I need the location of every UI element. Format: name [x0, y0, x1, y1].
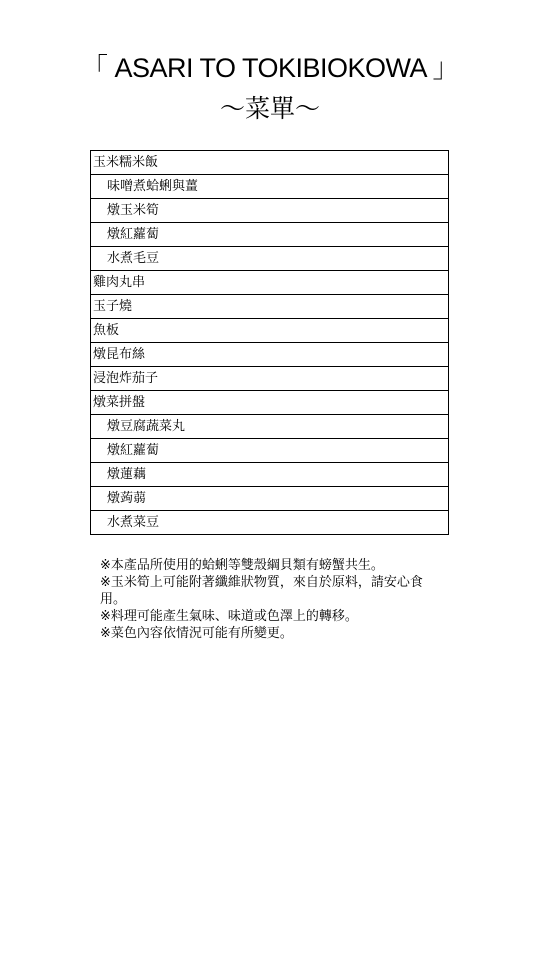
- note-line: ※料理可能產生氣味、味道或色澤上的轉移。: [100, 609, 358, 624]
- menu-row: [91, 175, 449, 199]
- menu-item: 燉豆腐蔬菜丸: [91, 415, 449, 439]
- menu-row: [91, 391, 449, 415]
- menu-item: 燉菜拼盤: [91, 391, 449, 415]
- menu-row: [91, 319, 449, 343]
- menu-item: 燉紅蘿蔔: [91, 439, 449, 463]
- menu-item: 浸泡炸茄子: [91, 367, 449, 391]
- menu-subtitle: ～菜單～: [219, 94, 320, 123]
- menu-item: 水煮毛豆: [91, 247, 449, 271]
- menu-row: [91, 487, 449, 511]
- note-line: ※本產品所使用的蛤蜊等雙殼綱貝類有螃蟹共生。: [100, 558, 384, 573]
- menu-item: 雞肉丸串: [91, 271, 449, 295]
- menu-row: [91, 439, 449, 463]
- menu-item: 水煮菜豆: [91, 511, 449, 535]
- menu-row: [91, 367, 449, 391]
- menu-item: 玉子燒: [91, 295, 449, 319]
- notes: [100, 557, 445, 642]
- menu-row: [91, 247, 449, 271]
- menu-item: 燉昆布絲: [91, 343, 449, 367]
- page-title: 「 ASARI TO TOKIBIOKOWA 」: [80, 53, 460, 83]
- menu-item: 燉蒟蒻: [91, 487, 449, 511]
- menu-row: [91, 151, 449, 175]
- menu-row: [91, 343, 449, 367]
- menu-item: 燉紅蘿蔔: [91, 223, 449, 247]
- menu-item: 魚板: [91, 319, 449, 343]
- menu-row: [91, 463, 449, 487]
- menu-item: 玉米糯米飯: [91, 151, 449, 175]
- menu-row: [91, 511, 449, 535]
- menu-row: [91, 271, 449, 295]
- note-line: ※菜色內容依情況可能有所變更。: [100, 626, 293, 641]
- menu-table: [90, 150, 449, 535]
- menu-row: [91, 223, 449, 247]
- menu-row: [91, 295, 449, 319]
- note-line: ※玉米筍上可能附著纖維狀物質，來自於原料，請安心食用。: [100, 575, 423, 607]
- menu-item: 燉玉米筍: [91, 199, 449, 223]
- menu-item: 味噌煮蛤蜊與薑: [91, 175, 449, 199]
- menu-item: 燉蓮藕: [91, 463, 449, 487]
- menu-row: [91, 199, 449, 223]
- menu-row: [91, 415, 449, 439]
